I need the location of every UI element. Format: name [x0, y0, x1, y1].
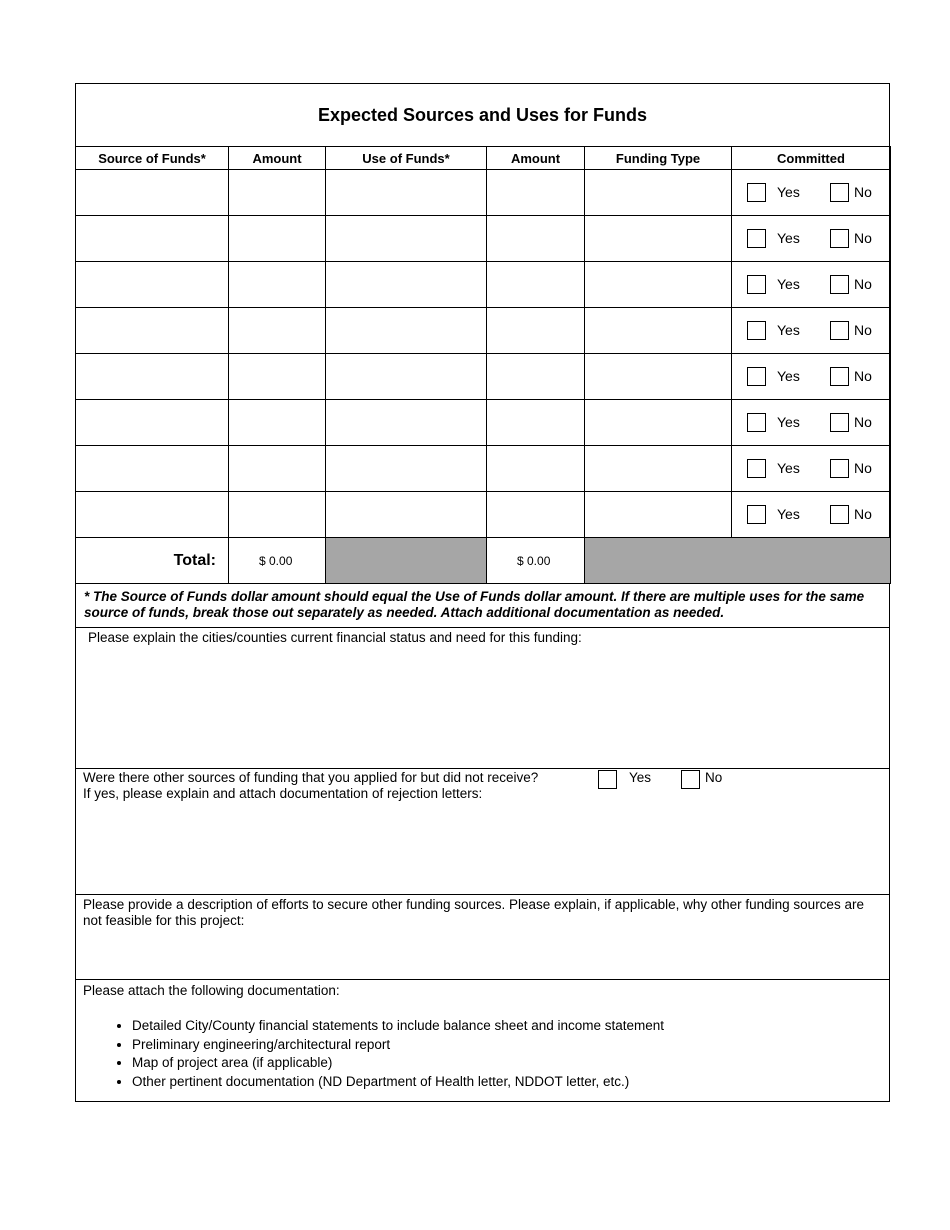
committed-cell: [732, 216, 891, 262]
attachments-section: [76, 980, 889, 1101]
other-sources-section[interactable]: [76, 769, 889, 895]
committed-yes-label: Yes: [777, 276, 800, 292]
committed-yes-label: Yes: [777, 414, 800, 430]
use-of-funds-cell[interactable]: [326, 216, 487, 262]
use-of-funds-total-shaded: [326, 538, 487, 584]
list-item: • Map of project area (if applicable): [132, 1054, 882, 1073]
funding-type-cell[interactable]: [585, 262, 732, 308]
funding-type-cell[interactable]: [585, 400, 732, 446]
committed-no-label: No: [854, 230, 872, 246]
committed-no-checkbox[interactable]: [830, 413, 849, 432]
use-amount-cell[interactable]: [487, 170, 585, 216]
committed-yes-checkbox[interactable]: [747, 275, 766, 294]
use-of-funds-cell[interactable]: [326, 354, 487, 400]
header-use-amount: Amount: [487, 147, 585, 170]
committed-no-label: No: [854, 368, 872, 384]
table-row: [76, 400, 891, 446]
committed-no-checkbox[interactable]: [830, 183, 849, 202]
committed-no-label: No: [854, 276, 872, 292]
header-committed: Committed: [732, 147, 891, 170]
source-amount-cell[interactable]: [229, 170, 326, 216]
financial-status-section[interactable]: [76, 628, 889, 769]
table-header-row: [76, 147, 891, 170]
header-funding-type: Funding Type: [585, 147, 732, 170]
committed-yes-checkbox[interactable]: [747, 321, 766, 340]
list-item: • Detailed City/County financial statements to include balance sheet and income statement: [132, 1017, 882, 1036]
committed-yes-checkbox[interactable]: [747, 459, 766, 478]
header-source-of-funds: Source of Funds*: [76, 147, 229, 170]
use-amount-cell[interactable]: [487, 492, 585, 538]
source-of-funds-cell[interactable]: [76, 170, 229, 216]
list-item: • Preliminary engineering/architectural report: [132, 1036, 882, 1055]
committed-cell: [732, 170, 891, 216]
committed-yes-checkbox[interactable]: [747, 183, 766, 202]
committed-no-checkbox[interactable]: [830, 275, 849, 294]
funding-type-cell[interactable]: [585, 216, 732, 262]
financial-status-prompt: Please explain the cities/counties current financial status and need for this funding:: [88, 630, 582, 645]
funding-type-cell[interactable]: [585, 354, 732, 400]
committed-yes-label: Yes: [777, 460, 800, 476]
committed-cell: [732, 354, 891, 400]
committed-cell: [732, 308, 891, 354]
efforts-prompt: Please provide a description of efforts to secure other funding sources. Please explain, if applicable, why other funding sources are not feasible for this project:: [83, 897, 864, 928]
table-row: [76, 262, 891, 308]
source-total-amount[interactable]: $ 0.00: [229, 538, 326, 584]
total-label: Total:: [76, 538, 229, 584]
committed-no-label: No: [854, 506, 872, 522]
committed-no-checkbox[interactable]: [830, 367, 849, 386]
table-row: [76, 492, 891, 538]
table-row: [76, 354, 891, 400]
list-item: • Other pertinent documentation (ND Department of Health letter, NDDOT letter, etc.): [132, 1073, 882, 1092]
committed-no-checkbox[interactable]: [830, 505, 849, 524]
committed-cell: [732, 492, 891, 538]
source-amount-cell[interactable]: [229, 354, 326, 400]
source-amount-cell[interactable]: [229, 400, 326, 446]
committed-no-checkbox[interactable]: [830, 459, 849, 478]
table-row: [76, 446, 891, 492]
source-amount-cell[interactable]: [229, 492, 326, 538]
source-amount-cell[interactable]: [229, 446, 326, 492]
funding-type-cell[interactable]: [585, 308, 732, 354]
table-row: [76, 216, 891, 262]
header-use-of-funds: Use of Funds*: [326, 147, 487, 170]
committed-cell: [732, 262, 891, 308]
use-of-funds-cell[interactable]: [326, 446, 487, 492]
funding-committed-total-shaded: [585, 538, 891, 584]
efforts-section[interactable]: [76, 895, 889, 980]
source-amount-cell[interactable]: [229, 308, 326, 354]
other-sources-question: Were there other sources of funding that you applied for but did not receive?: [83, 770, 539, 785]
funding-type-cell[interactable]: [585, 446, 732, 492]
source-of-funds-cell[interactable]: [76, 216, 229, 262]
funding-type-cell[interactable]: [585, 170, 732, 216]
source-amount-cell[interactable]: [229, 262, 326, 308]
sources-uses-table: [75, 146, 891, 584]
committed-cell: [732, 446, 891, 492]
funds-form: [75, 83, 890, 1102]
source-amount-cell[interactable]: [229, 216, 326, 262]
committed-cell: [732, 400, 891, 446]
attachments-intro: Please attach the following documentation:: [83, 983, 340, 998]
committed-no-label: No: [854, 184, 872, 200]
other-sources-no-label: No: [705, 770, 723, 785]
use-amount-cell[interactable]: [487, 308, 585, 354]
committed-yes-label: Yes: [777, 322, 800, 338]
committed-yes-label: Yes: [777, 368, 800, 384]
use-amount-cell[interactable]: [487, 446, 585, 492]
use-amount-cell[interactable]: [487, 216, 585, 262]
source-of-funds-cell[interactable]: [76, 400, 229, 446]
use-amount-cell[interactable]: [487, 262, 585, 308]
committed-no-label: No: [854, 322, 872, 338]
committed-yes-checkbox[interactable]: [747, 413, 766, 432]
committed-yes-checkbox[interactable]: [747, 505, 766, 524]
other-sources-followup: If yes, please explain and attach documentation of rejection letters:: [83, 786, 483, 801]
use-of-funds-cell[interactable]: [326, 170, 487, 216]
funding-type-cell[interactable]: [585, 492, 732, 538]
source-of-funds-cell[interactable]: [76, 446, 229, 492]
source-of-funds-cell[interactable]: [76, 492, 229, 538]
source-of-funds-cell[interactable]: [76, 308, 229, 354]
other-sources-yes-label: Yes: [629, 770, 652, 785]
use-amount-cell[interactable]: [487, 354, 585, 400]
attachments-list: [83, 1017, 882, 1091]
committed-yes-label: Yes: [777, 506, 800, 522]
header-source-amount: Amount: [229, 147, 326, 170]
table-row: [76, 170, 891, 216]
committed-yes-label: Yes: [777, 230, 800, 246]
use-of-funds-cell[interactable]: [326, 308, 487, 354]
committed-yes-label: Yes: [777, 184, 800, 200]
committed-no-label: No: [854, 414, 872, 430]
funds-note: * The Source of Funds dollar amount should equal the Use of Funds dollar amount. If there are multiple uses for the same source of funds, break those out separately as needed. Attach additional documentation as needed.: [76, 583, 889, 628]
table-row: [76, 308, 891, 354]
other-sources-yes-checkbox[interactable]: [598, 770, 617, 789]
committed-no-checkbox[interactable]: [830, 321, 849, 340]
use-of-funds-cell[interactable]: [326, 492, 487, 538]
committed-no-label: No: [854, 460, 872, 476]
other-sources-no-checkbox[interactable]: [681, 770, 700, 789]
committed-no-checkbox[interactable]: [830, 229, 849, 248]
use-of-funds-cell[interactable]: [326, 262, 487, 308]
total-row: [76, 538, 891, 584]
source-of-funds-cell[interactable]: [76, 262, 229, 308]
use-total-amount[interactable]: $ 0.00: [487, 538, 585, 584]
committed-yes-checkbox[interactable]: [747, 367, 766, 386]
source-of-funds-cell[interactable]: [76, 354, 229, 400]
use-of-funds-cell[interactable]: [326, 400, 487, 446]
committed-yes-checkbox[interactable]: [747, 229, 766, 248]
use-amount-cell[interactable]: [487, 400, 585, 446]
form-title: Expected Sources and Uses for Funds: [317, 104, 648, 125]
